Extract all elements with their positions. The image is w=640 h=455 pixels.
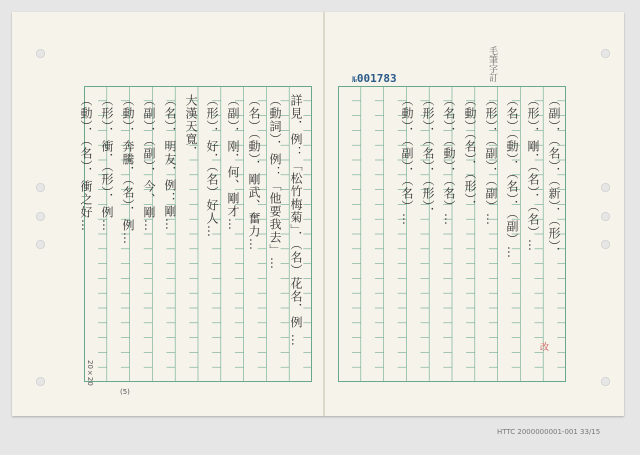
punch-hole <box>601 240 610 249</box>
punch-hole <box>601 49 610 58</box>
punch-hole <box>36 240 45 249</box>
manuscript-column: （形）．衝．（形）．例… <box>100 94 114 232</box>
left-side-note: 20×20 <box>86 360 94 386</box>
manuscript-column: （名）（動）．（名）．（副）… <box>505 94 519 259</box>
serial-prefix: № <box>352 75 357 84</box>
manuscript-column: （形）．好．（名）好人… <box>205 94 219 238</box>
serial-value: 001783 <box>356 72 397 85</box>
left-footer-mark: (5) <box>120 388 130 396</box>
punch-hole <box>601 212 610 221</box>
punch-hole <box>36 49 45 58</box>
manuscript-column: （名）．明友．例：剛… <box>163 94 177 231</box>
punch-hole <box>36 183 45 192</box>
center-fold <box>323 12 325 416</box>
manuscript-column: （動）．奔騰．（名）．例… <box>121 94 135 245</box>
top-handwritten-note: 毛筆字訂 <box>487 46 497 82</box>
punch-hole <box>36 212 45 221</box>
red-correction-mark: 改 <box>540 343 550 353</box>
manuscript-column: （動）．（副）．（名）… <box>400 94 414 226</box>
manuscript-column: （形）．（副）．（副）… <box>484 94 498 226</box>
manuscript-column: （副）．刚．何、剛才… <box>226 94 240 231</box>
serial-number <box>352 72 397 85</box>
manuscript-column: （動）．（名）．衝之好… <box>79 94 93 232</box>
manuscript-column: （形）．剛．（名）．（名）… <box>526 94 540 252</box>
punch-hole <box>36 377 45 386</box>
footer-id: HTTC 2000000001-001 33/15 <box>497 428 601 436</box>
manuscript-column: （名）．（動）．（名）… <box>442 94 456 226</box>
manuscript-column: （名）（動）．剛武、奮力… <box>247 94 261 251</box>
manuscript-column: （動詞）．例：「他要我去」… <box>268 94 282 270</box>
punch-hole <box>601 377 610 386</box>
manuscript-column: （副）．（副）．今、剛… <box>142 94 156 232</box>
manuscript-column: （動）（名）．（形）． <box>463 94 477 213</box>
manuscript-column: 詳見．例：「松竹梅菊」．（名）花名．例 … <box>289 94 303 347</box>
punch-hole <box>601 183 610 192</box>
manuscript-column: 大漢天寬． <box>184 94 198 159</box>
manuscript-column: （形）．（名）．（形）． <box>421 94 435 220</box>
manuscript-column: （副）．（名）．（新）．（形）． <box>547 94 561 260</box>
